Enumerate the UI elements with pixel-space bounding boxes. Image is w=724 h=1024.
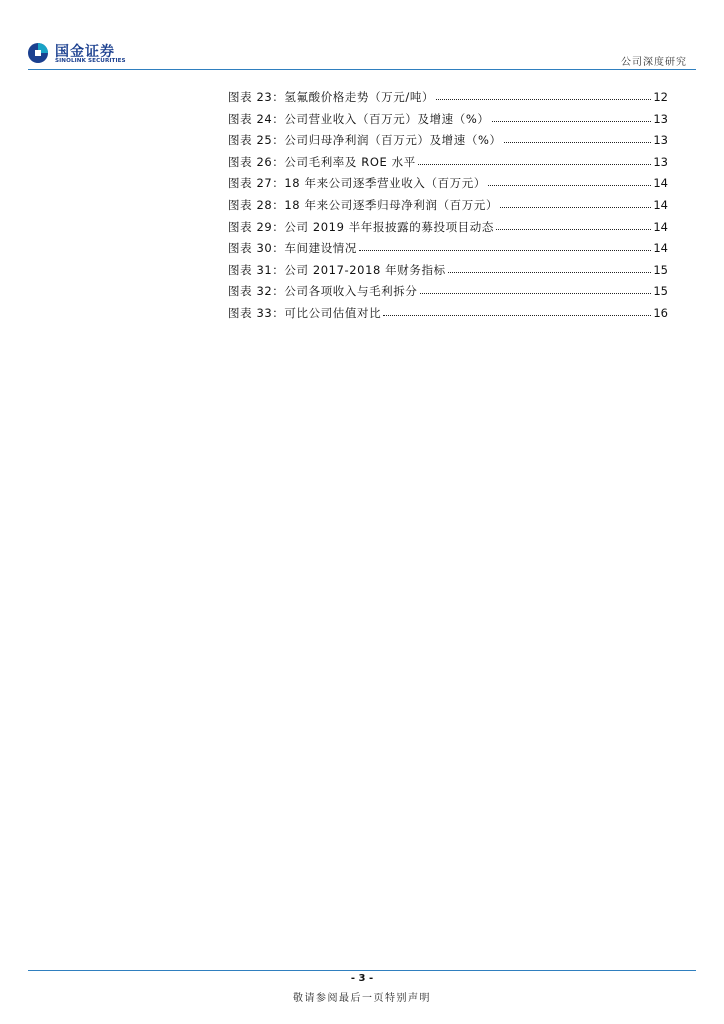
toc-entry-label: 图表 31：公司 2017-2018 年财务指标 [228,262,446,277]
header-divider [28,69,696,70]
toc-leader-dots [504,141,652,143]
table-of-figures [228,89,668,327]
toc-entry[interactable] [228,262,668,284]
toc-entry-label: 图表 30：车间建设情况 [228,241,357,256]
toc-entry[interactable] [228,89,668,111]
toc-entry-label: 图表 28：18 年来公司逐季归母净利润（百万元） [228,197,499,212]
toc-leader-dots [488,184,651,186]
toc-entry[interactable] [228,154,668,176]
toc-leader-dots [418,163,652,165]
document-type-label: 公司深度研究 [621,57,687,68]
toc-entry-label: 图表 33：可比公司估值对比 [228,305,382,320]
toc-entry-label: 图表 27：18 年来公司逐季营业收入（百万元） [228,176,486,191]
toc-leader-dots [500,206,651,208]
page-header [0,0,724,72]
toc-entry-label: 图表 24：公司营业收入（百万元）及增速（%） [228,111,490,126]
toc-entry-page: 15 [653,262,668,277]
toc-entry[interactable] [228,240,668,262]
logo-english-name: SINOLINK SECURITIES [55,58,126,64]
toc-leader-dots [496,228,651,230]
logo-mark-icon [27,42,49,64]
toc-entry-page: 14 [653,197,668,212]
toc-entry[interactable] [228,219,668,241]
toc-entry[interactable] [228,111,668,133]
toc-entry-page: 14 [653,219,668,234]
toc-entry-label: 图表 25：公司归母净利润（百万元）及增速（%） [228,133,502,148]
footer-divider [28,970,696,971]
toc-entry-page: 14 [653,176,668,191]
toc-entry[interactable] [228,305,668,327]
toc-leader-dots [383,314,651,316]
toc-entry-label: 图表 23：氢氟酸价格走势（万元/吨） [228,90,435,104]
toc-entry-page: 15 [653,284,668,299]
company-logo [27,41,137,68]
toc-leader-dots [492,120,652,122]
toc-entry-page: 12 [653,90,668,104]
toc-entry-page: 16 [653,305,668,320]
toc-entry-page: 13 [653,154,668,169]
logo-chinese-name: 国金证券 [55,44,115,60]
toc-entry[interactable] [228,175,668,197]
toc-entry[interactable] [228,132,668,154]
toc-leader-dots [448,271,652,273]
toc-entry[interactable] [228,197,668,219]
toc-entry-page: 14 [653,241,668,256]
footer-disclaimer: 敬请参阅最后一页特别声明 [293,993,431,1004]
toc-entry-label: 图表 32：公司各项收入与毛利拆分 [228,284,418,299]
toc-leader-dots [436,98,651,100]
toc-entry-label: 图表 29：公司 2019 半年报披露的募投项目动态 [228,219,494,234]
toc-entry[interactable] [228,283,668,305]
toc-leader-dots [359,249,651,251]
toc-leader-dots [420,292,652,294]
toc-entry-label: 图表 26：公司毛利率及 ROE 水平 [228,154,416,169]
toc-entry-page: 13 [653,111,668,126]
page-number: - 3 - [350,973,374,984]
toc-entry-page: 13 [653,133,668,148]
